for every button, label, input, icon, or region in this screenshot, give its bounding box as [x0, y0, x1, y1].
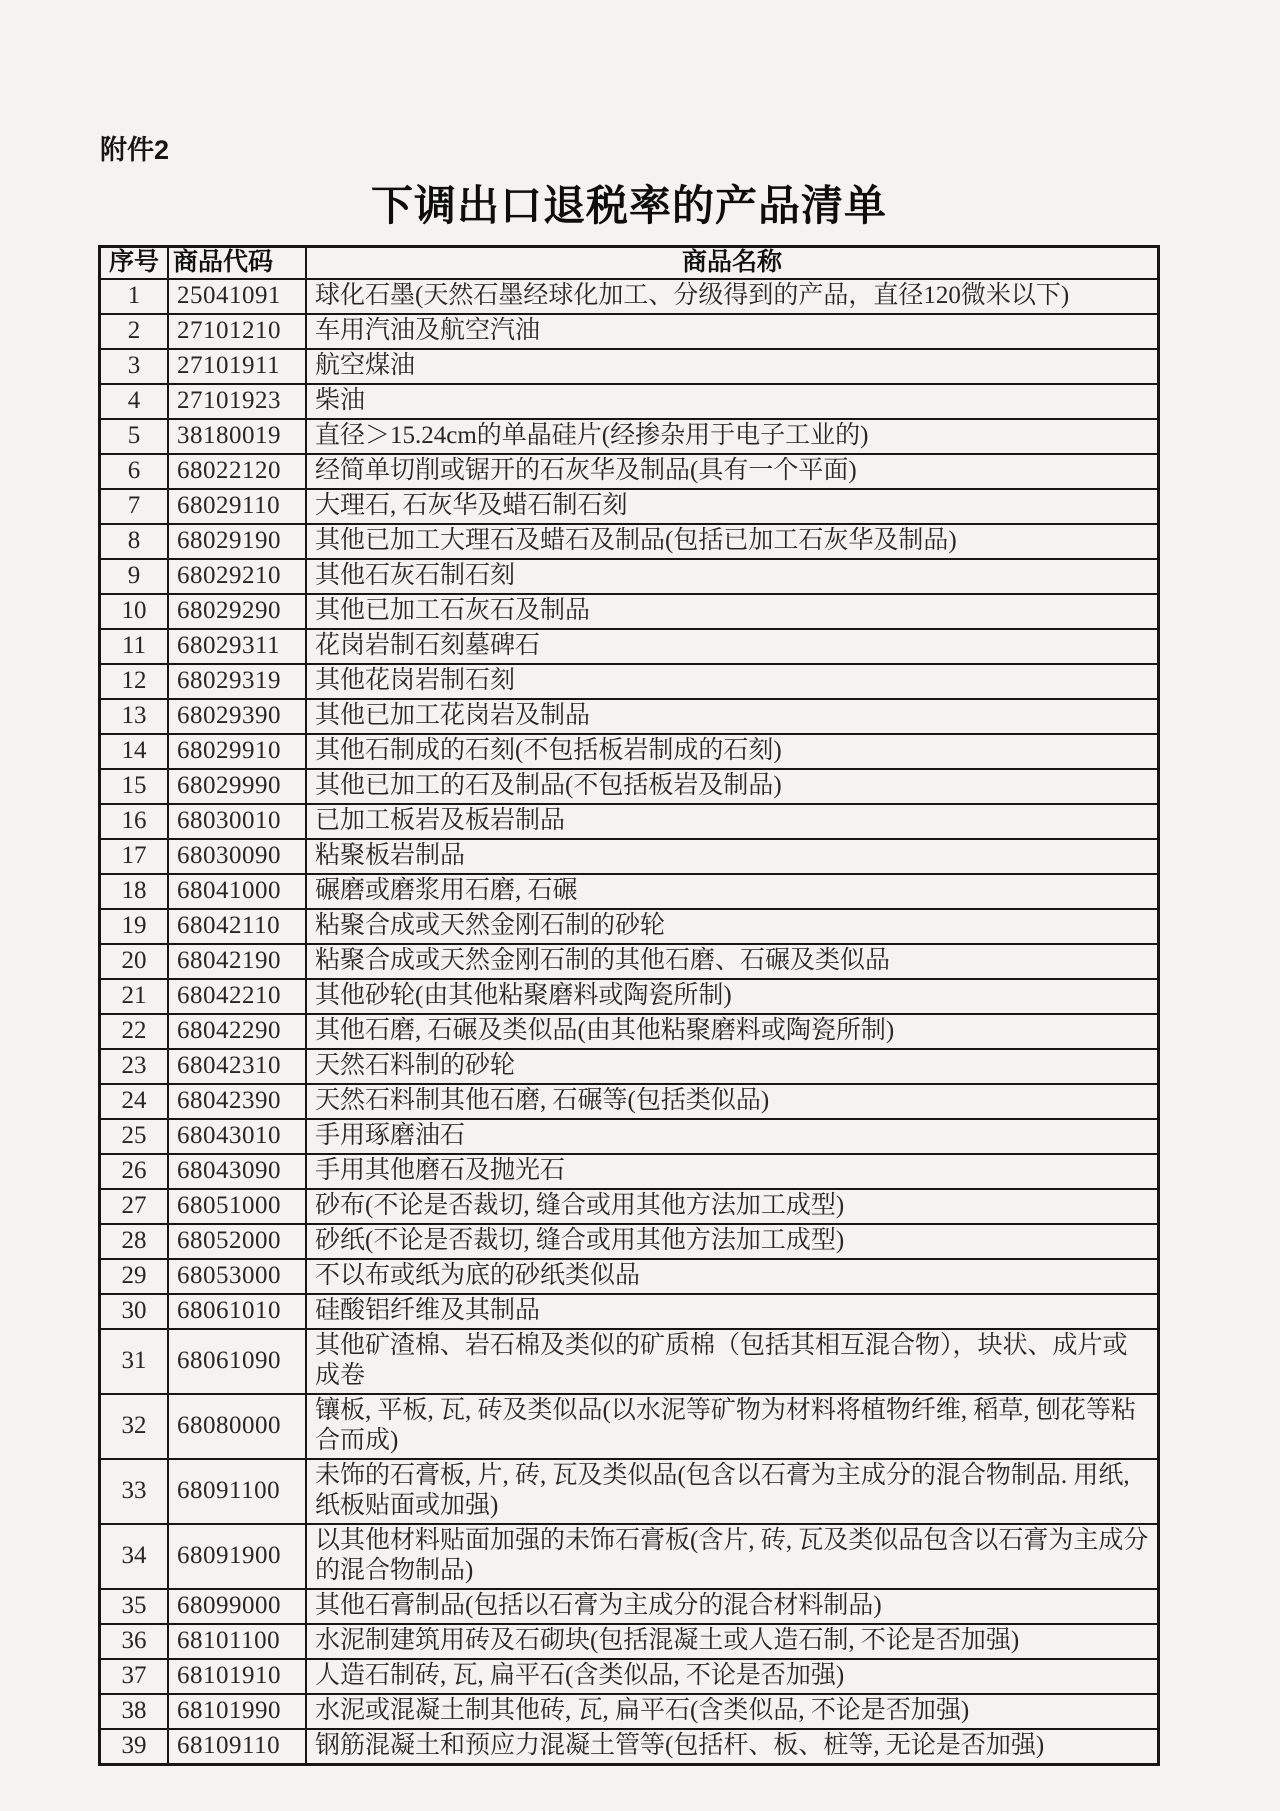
- row-product-name-cell: 砂纸(不论是否裁切, 缝合或用其他方法加工成型): [306, 1224, 1159, 1259]
- row-product-code-cell: 68029319: [168, 664, 306, 699]
- row-product-code-cell: 68043090: [168, 1154, 306, 1189]
- table-row: [100, 1294, 1159, 1329]
- row-product-code-cell: 68030010: [168, 804, 306, 839]
- row-product-name-cell: 水泥制建筑用砖及石砌块(包括混凝土或人造石制, 不论是否加强): [306, 1624, 1159, 1659]
- row-serial-number-cell: 37: [100, 1659, 169, 1694]
- row-product-code-cell: 27101923: [168, 384, 306, 419]
- product-table: [98, 245, 1160, 1766]
- row-serial-number-cell: 31: [100, 1329, 169, 1394]
- table-row: [100, 629, 1159, 664]
- row-product-code-cell: 68099000: [168, 1589, 306, 1624]
- row-product-name-cell: 天然石料制的砂轮: [306, 1049, 1159, 1084]
- row-product-name-cell: 水泥或混凝土制其他砖, 瓦, 扁平石(含类似品, 不论是否加强): [306, 1694, 1159, 1729]
- header-product-code: 商品代码: [168, 247, 306, 280]
- row-product-code-cell: 68042390: [168, 1084, 306, 1119]
- row-serial-number-cell: 12: [100, 664, 169, 699]
- table-row: [100, 1729, 1159, 1765]
- row-serial-number-cell: 35: [100, 1589, 169, 1624]
- row-serial-number-cell: 6: [100, 454, 169, 489]
- row-product-code-cell: 68030090: [168, 839, 306, 874]
- table-row: [100, 489, 1159, 524]
- table-row: [100, 384, 1159, 419]
- row-product-name-cell: 其他石膏制品(包括以石膏为主成分的混合材料制品): [306, 1589, 1159, 1624]
- row-product-code-cell: 68043010: [168, 1119, 306, 1154]
- row-product-code-cell: 68042190: [168, 944, 306, 979]
- row-serial-number-cell: 22: [100, 1014, 169, 1049]
- table-row: [100, 1259, 1159, 1294]
- row-serial-number-cell: 20: [100, 944, 169, 979]
- row-serial-number-cell: 17: [100, 839, 169, 874]
- row-product-code-cell: 68091100: [168, 1459, 306, 1524]
- table-row: [100, 314, 1159, 349]
- row-product-name-cell: 其他砂轮(由其他粘聚磨料或陶瓷所制): [306, 979, 1159, 1014]
- row-product-name-cell: 粘聚板岩制品: [306, 839, 1159, 874]
- row-product-code-cell: 27101210: [168, 314, 306, 349]
- table-row: [100, 1624, 1159, 1659]
- row-product-code-cell: 68029110: [168, 489, 306, 524]
- table-row: [100, 769, 1159, 804]
- table-row: [100, 839, 1159, 874]
- row-product-name-cell: 其他石制成的石刻(不包括板岩制成的石刻): [306, 734, 1159, 769]
- row-product-code-cell: 68029990: [168, 769, 306, 804]
- row-serial-number-cell: 2: [100, 314, 169, 349]
- row-product-name-cell: 车用汽油及航空汽油: [306, 314, 1159, 349]
- row-product-name-cell: 以其他材料贴面加强的未饰石膏板(含片, 砖, 瓦及类似品包含以石膏为主成分的混合物制品): [306, 1524, 1159, 1589]
- table-row: [100, 1394, 1159, 1459]
- table-row: [100, 1014, 1159, 1049]
- table-row: [100, 1084, 1159, 1119]
- row-product-code-cell: 68109110: [168, 1729, 306, 1765]
- row-product-name-cell: 手用琢磨油石: [306, 1119, 1159, 1154]
- row-product-code-cell: 68053000: [168, 1259, 306, 1294]
- row-product-name-cell: 已加工板岩及板岩制品: [306, 804, 1159, 839]
- row-product-code-cell: 68091900: [168, 1524, 306, 1589]
- row-product-code-cell: 68042210: [168, 979, 306, 1014]
- row-product-name-cell: 钢筋混凝土和预应力混凝土管等(包括杆、板、桩等, 无论是否加强): [306, 1729, 1159, 1765]
- row-product-code-cell: 68061090: [168, 1329, 306, 1394]
- row-product-name-cell: 手用其他磨石及抛光石: [306, 1154, 1159, 1189]
- row-product-name-cell: 其他已加工石灰石及制品: [306, 594, 1159, 629]
- table-row: [100, 1459, 1159, 1524]
- row-product-code-cell: 68029311: [168, 629, 306, 664]
- row-product-code-cell: 38180019: [168, 419, 306, 454]
- row-serial-number-cell: 14: [100, 734, 169, 769]
- row-serial-number-cell: 8: [100, 524, 169, 559]
- row-product-name-cell: 其他花岗岩制石刻: [306, 664, 1159, 699]
- table-row: [100, 1524, 1159, 1589]
- row-product-name-cell: 砂布(不论是否裁切, 缝合或用其他方法加工成型): [306, 1189, 1159, 1224]
- row-serial-number-cell: 18: [100, 874, 169, 909]
- row-product-code-cell: 68042290: [168, 1014, 306, 1049]
- row-serial-number-cell: 36: [100, 1624, 169, 1659]
- row-serial-number-cell: 13: [100, 699, 169, 734]
- row-serial-number-cell: 3: [100, 349, 169, 384]
- table-header-row: [100, 247, 1159, 280]
- table-row: [100, 664, 1159, 699]
- row-serial-number-cell: 23: [100, 1049, 169, 1084]
- row-product-code-cell: 68061010: [168, 1294, 306, 1329]
- row-product-name-cell: 镶板, 平板, 瓦, 砖及类似品(以水泥等矿物为材料将植物纤维, 稻草, 刨花等粘合而成): [306, 1394, 1159, 1459]
- row-product-name-cell: 其他石磨, 石碾及类似品(由其他粘聚磨料或陶瓷所制): [306, 1014, 1159, 1049]
- row-product-code-cell: 68080000: [168, 1394, 306, 1459]
- row-serial-number-cell: 33: [100, 1459, 169, 1524]
- row-serial-number-cell: 38: [100, 1694, 169, 1729]
- row-serial-number-cell: 15: [100, 769, 169, 804]
- row-product-code-cell: 68101100: [168, 1624, 306, 1659]
- row-product-name-cell: 大理石, 石灰华及蜡石制石刻: [306, 489, 1159, 524]
- row-product-code-cell: 68029210: [168, 559, 306, 594]
- row-product-name-cell: 人造石制砖, 瓦, 扁平石(含类似品, 不论是否加强): [306, 1659, 1159, 1694]
- row-product-name-cell: 直径＞15.24cm的单晶硅片(经掺杂用于电子工业的): [306, 419, 1159, 454]
- table-row: [100, 1589, 1159, 1624]
- row-serial-number-cell: 7: [100, 489, 169, 524]
- row-serial-number-cell: 10: [100, 594, 169, 629]
- table-row: [100, 524, 1159, 559]
- row-product-name-cell: 花岗岩制石刻墓碑石: [306, 629, 1159, 664]
- row-product-code-cell: 68051000: [168, 1189, 306, 1224]
- table-row: [100, 279, 1159, 314]
- row-product-code-cell: 25041091: [168, 279, 306, 314]
- table-row: [100, 979, 1159, 1014]
- header-product-name: 商品名称: [306, 247, 1159, 280]
- row-product-name-cell: 硅酸铝纤维及其制品: [306, 1294, 1159, 1329]
- row-product-name-cell: 球化石墨(天然石墨经球化加工、分级得到的产品，直径120微米以下): [306, 279, 1159, 314]
- row-product-name-cell: 其他已加工的石及制品(不包括板岩及制品): [306, 769, 1159, 804]
- row-product-name-cell: 粘聚合成或天然金刚石制的砂轮: [306, 909, 1159, 944]
- row-product-code-cell: 68029910: [168, 734, 306, 769]
- table-row: [100, 874, 1159, 909]
- row-serial-number-cell: 25: [100, 1119, 169, 1154]
- row-product-name-cell: 未饰的石膏板, 片, 砖, 瓦及类似品(包含以石膏为主成分的混合物制品. 用纸, 纸板贴面或加强): [306, 1459, 1159, 1524]
- table-row: [100, 419, 1159, 454]
- page-title: 下调出口退税率的产品清单: [370, 184, 887, 230]
- row-product-code-cell: 68052000: [168, 1224, 306, 1259]
- row-serial-number-cell: 24: [100, 1084, 169, 1119]
- row-product-name-cell: 航空煤油: [306, 349, 1159, 384]
- table-row: [100, 1659, 1159, 1694]
- table-row: [100, 1224, 1159, 1259]
- row-serial-number-cell: 27: [100, 1189, 169, 1224]
- row-serial-number-cell: 4: [100, 384, 169, 419]
- row-product-name-cell: 柴油: [306, 384, 1159, 419]
- row-product-code-cell: 68022120: [168, 454, 306, 489]
- row-serial-number-cell: 9: [100, 559, 169, 594]
- row-product-code-cell: 68042110: [168, 909, 306, 944]
- row-serial-number-cell: 11: [100, 629, 169, 664]
- table-row: [100, 944, 1159, 979]
- table-row: [100, 804, 1159, 839]
- row-product-code-cell: 68042310: [168, 1049, 306, 1084]
- row-product-name-cell: 其他已加工花岗岩及制品: [306, 699, 1159, 734]
- row-product-code-cell: 68029290: [168, 594, 306, 629]
- table-row: [100, 1694, 1159, 1729]
- row-serial-number-cell: 29: [100, 1259, 169, 1294]
- row-product-code-cell: 27101911: [168, 349, 306, 384]
- row-serial-number-cell: 16: [100, 804, 169, 839]
- header-serial-number: 序号: [100, 247, 169, 280]
- table-row: [100, 1329, 1159, 1394]
- table-row: [100, 349, 1159, 384]
- row-serial-number-cell: 28: [100, 1224, 169, 1259]
- table-row: [100, 1189, 1159, 1224]
- table-row: [100, 734, 1159, 769]
- row-serial-number-cell: 32: [100, 1394, 169, 1459]
- row-product-name-cell: 碾磨或磨浆用石磨, 石碾: [306, 874, 1159, 909]
- row-serial-number-cell: 39: [100, 1729, 169, 1765]
- row-product-name-cell: 天然石料制其他石磨, 石碾等(包括类似品): [306, 1084, 1159, 1119]
- row-product-name-cell: 经简单切削或锯开的石灰华及制品(具有一个平面): [306, 454, 1159, 489]
- row-product-code-cell: 68041000: [168, 874, 306, 909]
- row-product-code-cell: 68101910: [168, 1659, 306, 1694]
- row-serial-number-cell: 34: [100, 1524, 169, 1589]
- row-serial-number-cell: 21: [100, 979, 169, 1014]
- table-row: [100, 1049, 1159, 1084]
- table-row: [100, 454, 1159, 489]
- row-product-code-cell: 68029190: [168, 524, 306, 559]
- attachment-label: 附件2: [100, 135, 170, 165]
- table-row: [100, 1154, 1159, 1189]
- table-row: [100, 559, 1159, 594]
- row-serial-number-cell: 19: [100, 909, 169, 944]
- row-serial-number-cell: 1: [100, 279, 169, 314]
- table-row: [100, 1119, 1159, 1154]
- row-product-name-cell: 其他石灰石制石刻: [306, 559, 1159, 594]
- row-product-name-cell: 粘聚合成或天然金刚石制的其他石磨、石碾及类似品: [306, 944, 1159, 979]
- row-product-name-cell: 不以布或纸为底的砂纸类似品: [306, 1259, 1159, 1294]
- table-row: [100, 909, 1159, 944]
- row-serial-number-cell: 26: [100, 1154, 169, 1189]
- row-product-name-cell: 其他矿渣棉、岩石棉及类似的矿质棉（包括其相互混合物），块状、成片或成卷: [306, 1329, 1159, 1394]
- row-product-name-cell: 其他已加工大理石及蜡石及制品(包括已加工石灰华及制品): [306, 524, 1159, 559]
- table-row: [100, 699, 1159, 734]
- table-body: [100, 279, 1159, 1765]
- row-serial-number-cell: 30: [100, 1294, 169, 1329]
- row-serial-number-cell: 5: [100, 419, 169, 454]
- table-row: [100, 594, 1159, 629]
- row-product-code-cell: 68029390: [168, 699, 306, 734]
- row-product-code-cell: 68101990: [168, 1694, 306, 1729]
